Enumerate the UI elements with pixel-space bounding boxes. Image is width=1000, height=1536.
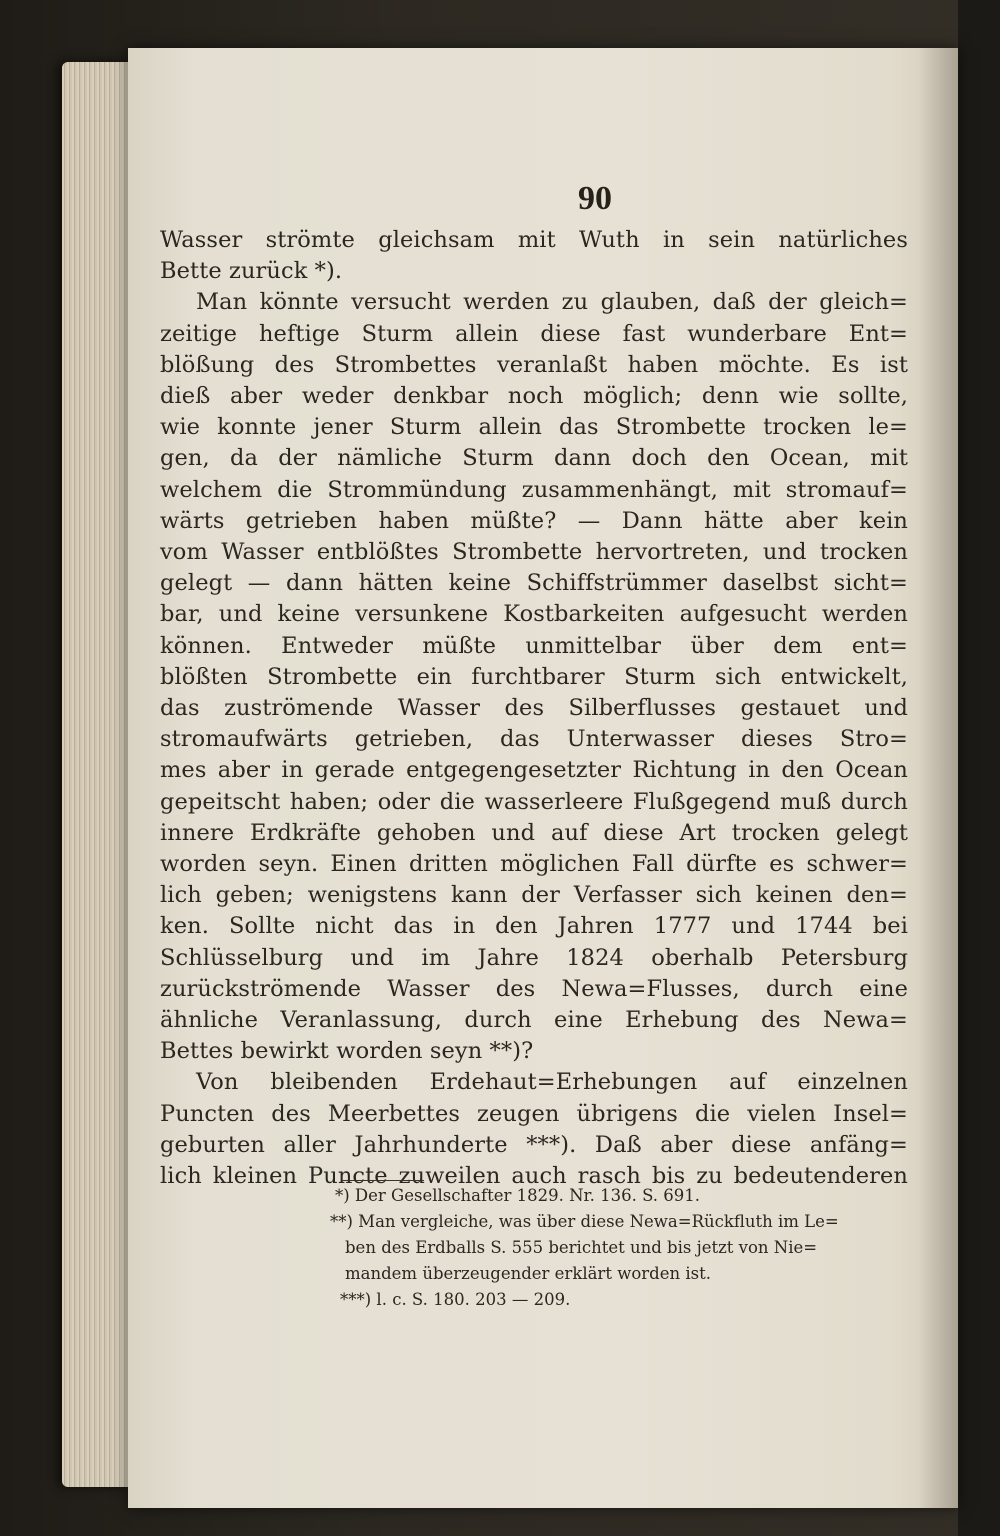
text-line: Wasser strömte gleichsam mit Wuth in sein natürliches <box>160 227 908 253</box>
text-line: geburten aller Jahrhunderte ***). Daß aber diese anfäng= <box>160 1131 908 1158</box>
text-line: welchem die Strommündung zusammenhängt, mit stromauf= <box>160 476 908 503</box>
text-line: blößung des Strombettes veranlaßt haben möchte. Es ist <box>160 351 908 378</box>
text-line: gepeitscht haben; oder die wasserleere Flußgegend muß durch <box>160 788 908 815</box>
page-edge-stack <box>62 62 132 1487</box>
text-line: wie konnte jener Sturm allein das Strombette trocken le= <box>160 414 908 441</box>
text-line: wärts getrieben haben müßte? — Dann hätte aber kein <box>160 507 908 534</box>
text-line: stromaufwärts getrieben, das Unterwasser dieses Stro= <box>160 726 908 753</box>
text-line: ähnliche Veranlassung, durch eine Erhebung des Newa= <box>160 1007 908 1034</box>
text-line: zeitige heftige Sturm allein diese fast wunderbare Ent= <box>160 320 908 347</box>
text-line: Bette zurück *). <box>160 258 343 285</box>
footnotes <box>215 1183 908 1313</box>
footnote-line: ben des Erdballs S. 555 berichtet und bis jetzt von Nie= <box>345 1238 818 1257</box>
text-line: Man könnte versucht werden zu glauben, daß der gleich= <box>196 289 908 316</box>
text-line: Bettes bewirkt worden seyn **)? <box>160 1038 534 1065</box>
adjacent-page-edge <box>958 0 1000 1536</box>
footnote-line: ***) l. c. S. 180. 203 — 209. <box>340 1290 571 1309</box>
text-line: vom Wasser entblößtes Strombette hervortreten, und trocken <box>160 539 908 566</box>
text-line: worden seyn. Einen dritten möglichen Fall dürfte es schwer= <box>160 851 908 878</box>
footnote-separator <box>342 1180 424 1181</box>
text-line: bar, und keine versunkene Kostbarkeiten aufgesucht werden <box>160 601 908 628</box>
text-line: lich kleinen Puncte zuweilen auch rasch bis zu bedeutenderen <box>160 1163 908 1190</box>
text-line: mes aber in gerade entgegengesetzter Richtung in den Ocean <box>160 757 908 784</box>
text-line: gen, da der nämliche Sturm dann doch den Ocean, mit <box>160 445 908 472</box>
text-line: zurückströmende Wasser des Newa=Flusses, durch eine <box>160 975 908 1002</box>
text-line: lich geben; wenigstens kann der Verfasser sich keinen den= <box>160 882 908 909</box>
text-line: Schlüsselburg und im Jahre 1824 oberhalb Petersburg <box>160 944 908 971</box>
text-line: ken. Sollte nicht das in den Jahren 1777 und 1744 bei <box>160 913 908 940</box>
footnote-line: mandem überzeugender erklärt worden ist. <box>345 1264 711 1283</box>
page-number: 90 <box>578 180 612 217</box>
text-line: Puncten des Meerbettes zeugen übrigens die vielen Insel= <box>160 1100 908 1127</box>
gutter-shadow <box>918 48 958 1508</box>
text-line: Von bleibenden Erdehaut=Erhebungen auf einzelnen <box>196 1069 908 1096</box>
text-line: gelegt — dann hätten keine Schiffstrümmer daselbst sicht= <box>160 570 908 597</box>
body-text <box>160 225 908 1192</box>
text-line: blößten Strombette ein furchtbarer Sturm sich entwickelt, <box>160 663 908 690</box>
footnote-line: *) Der Gesellschafter 1829. Nr. 136. S. 691. <box>335 1186 701 1205</box>
footnote-line: **) Man vergleiche, was über diese Newa=Rückfluth im Le= <box>330 1212 839 1231</box>
text-line: dieß aber weder denkbar noch möglich; denn wie sollte, <box>160 383 908 410</box>
text-line: innere Erdkräfte gehoben und auf diese Art trocken gelegt <box>160 819 908 846</box>
text-line: können. Entweder müßte unmittelbar über dem ent= <box>160 632 908 659</box>
text-line: das zuströmende Wasser des Silberflusses gestauet und <box>160 695 908 722</box>
